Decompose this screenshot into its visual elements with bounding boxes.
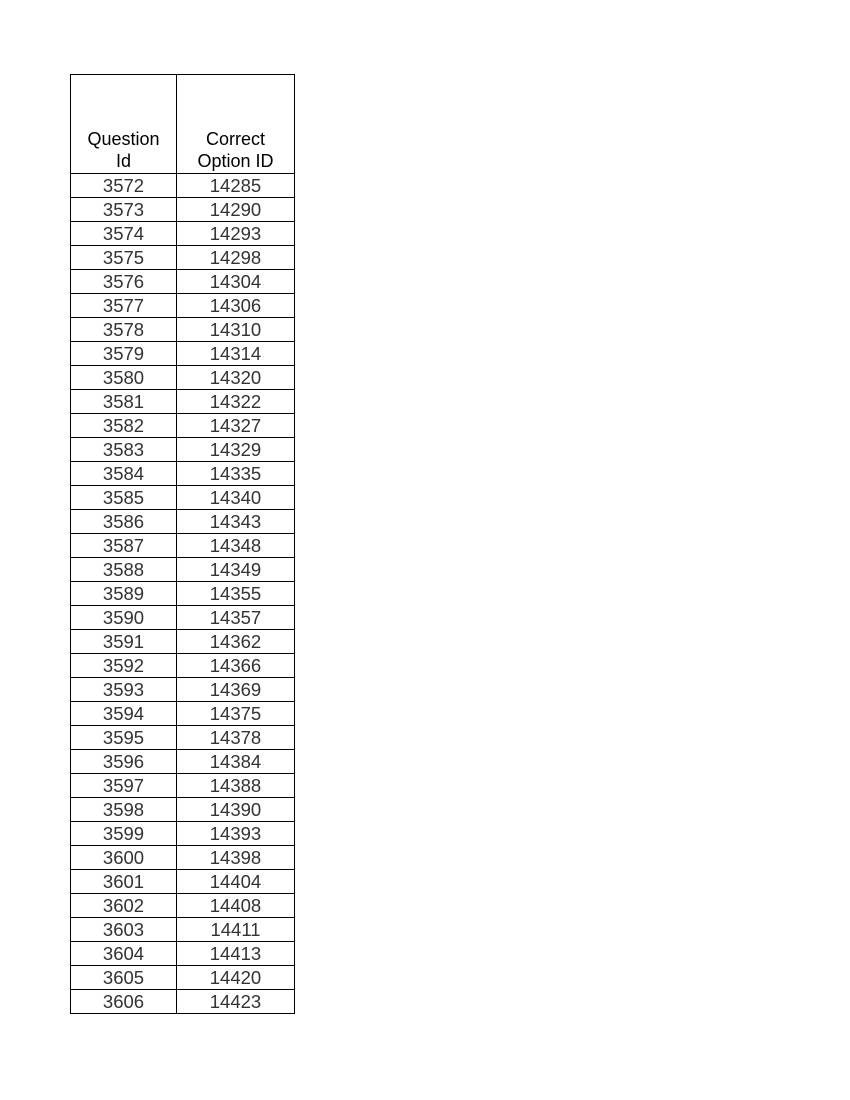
table-row: [71, 342, 295, 366]
table-row: [71, 678, 295, 702]
question-id-cell: 3580: [71, 366, 177, 390]
table-row: [71, 414, 295, 438]
header-line: Correct: [205, 129, 265, 149]
correct-option-id-cell: 14314: [177, 342, 295, 366]
table-row: [71, 918, 295, 942]
header-line: Id: [115, 151, 131, 171]
question-id-cell: 3603: [71, 918, 177, 942]
table-row: [71, 774, 295, 798]
table-row: [71, 438, 295, 462]
correct-option-id-cell: 14290: [177, 198, 295, 222]
question-id-cell: 3576: [71, 270, 177, 294]
table-row: [71, 870, 295, 894]
question-id-cell: 3581: [71, 390, 177, 414]
question-id-cell: 3584: [71, 462, 177, 486]
table-row: [71, 822, 295, 846]
question-id-cell: 3588: [71, 558, 177, 582]
correct-option-id-cell: 14298: [177, 246, 295, 270]
correct-option-id-cell: 14304: [177, 270, 295, 294]
question-id-cell: 3591: [71, 630, 177, 654]
correct-option-id-cell: 14348: [177, 534, 295, 558]
question-id-cell: 3606: [71, 990, 177, 1014]
question-id-cell: 3572: [71, 174, 177, 198]
question-id-cell: 3600: [71, 846, 177, 870]
table-row: [71, 750, 295, 774]
table-row: [71, 630, 295, 654]
question-id-cell: 3592: [71, 654, 177, 678]
table-row: [71, 246, 295, 270]
table-row: [71, 558, 295, 582]
table-row: [71, 894, 295, 918]
header-line: Option ID: [197, 151, 274, 171]
correct-option-id-cell: 14362: [177, 630, 295, 654]
table-row: [71, 318, 295, 342]
question-id-cell: 3583: [71, 438, 177, 462]
correct-option-id-cell: 14423: [177, 990, 295, 1014]
correct-option-id-cell: 14355: [177, 582, 295, 606]
header-question-id: [71, 75, 177, 174]
table-row: [71, 702, 295, 726]
correct-option-id-cell: 14285: [177, 174, 295, 198]
correct-option-id-cell: 14398: [177, 846, 295, 870]
correct-option-id-cell: 14408: [177, 894, 295, 918]
table-row: [71, 294, 295, 318]
question-id-cell: 3597: [71, 774, 177, 798]
table-row: [71, 966, 295, 990]
correct-option-id-cell: 14420: [177, 966, 295, 990]
table-row: [71, 654, 295, 678]
table-row: [71, 990, 295, 1014]
question-id-cell: 3596: [71, 750, 177, 774]
question-id-cell: 3577: [71, 294, 177, 318]
correct-option-id-cell: 14335: [177, 462, 295, 486]
table-row: [71, 510, 295, 534]
correct-option-id-cell: 14340: [177, 486, 295, 510]
header-row: [71, 75, 295, 174]
question-id-cell: 3599: [71, 822, 177, 846]
table-row: [71, 366, 295, 390]
question-id-cell: 3594: [71, 702, 177, 726]
correct-option-id-cell: 14320: [177, 366, 295, 390]
table-row: [71, 222, 295, 246]
correct-option-id-cell: 14390: [177, 798, 295, 822]
header-correct-option-id: [177, 75, 295, 174]
correct-option-id-cell: 14375: [177, 702, 295, 726]
question-id-cell: 3604: [71, 942, 177, 966]
question-id-cell: 3587: [71, 534, 177, 558]
correct-option-id-cell: 14322: [177, 390, 295, 414]
question-id-cell: 3595: [71, 726, 177, 750]
question-id-cell: 3578: [71, 318, 177, 342]
correct-option-id-cell: 14349: [177, 558, 295, 582]
table-row: [71, 582, 295, 606]
correct-option-id-cell: 14293: [177, 222, 295, 246]
table-row: [71, 270, 295, 294]
correct-option-id-cell: 14366: [177, 654, 295, 678]
question-id-cell: 3605: [71, 966, 177, 990]
table-row: [71, 942, 295, 966]
correct-option-id-cell: 14306: [177, 294, 295, 318]
table-row: [71, 726, 295, 750]
correct-option-id-cell: 14327: [177, 414, 295, 438]
question-id-cell: 3579: [71, 342, 177, 366]
table-row: [71, 798, 295, 822]
table-row: [71, 198, 295, 222]
correct-option-id-cell: 14393: [177, 822, 295, 846]
question-id-cell: 3593: [71, 678, 177, 702]
table-row: [71, 534, 295, 558]
correct-option-id-cell: 14369: [177, 678, 295, 702]
question-id-cell: 3602: [71, 894, 177, 918]
correct-option-id-cell: 14413: [177, 942, 295, 966]
correct-option-id-cell: 14329: [177, 438, 295, 462]
question-id-cell: 3590: [71, 606, 177, 630]
header-line: Question: [87, 129, 160, 149]
question-id-cell: 3573: [71, 198, 177, 222]
question-id-cell: 3582: [71, 414, 177, 438]
table-row: [71, 390, 295, 414]
table-row: [71, 486, 295, 510]
table-body: [71, 174, 295, 1014]
table-row: [71, 462, 295, 486]
table-row: [71, 846, 295, 870]
question-id-cell: 3601: [71, 870, 177, 894]
correct-option-id-cell: 14378: [177, 726, 295, 750]
question-id-cell: 3589: [71, 582, 177, 606]
question-id-cell: 3598: [71, 798, 177, 822]
correct-option-id-cell: 14310: [177, 318, 295, 342]
correct-option-id-cell: 14404: [177, 870, 295, 894]
correct-option-id-cell: 14411: [177, 918, 295, 942]
question-id-cell: 3585: [71, 486, 177, 510]
correct-option-id-cell: 14343: [177, 510, 295, 534]
question-id-cell: 3575: [71, 246, 177, 270]
question-id-cell: 3586: [71, 510, 177, 534]
correct-option-id-cell: 14388: [177, 774, 295, 798]
table-row: [71, 606, 295, 630]
answer-key-table: [70, 74, 295, 1014]
correct-option-id-cell: 14357: [177, 606, 295, 630]
correct-option-id-cell: 14384: [177, 750, 295, 774]
table-row: [71, 174, 295, 198]
table-header: [71, 75, 295, 174]
question-id-cell: 3574: [71, 222, 177, 246]
